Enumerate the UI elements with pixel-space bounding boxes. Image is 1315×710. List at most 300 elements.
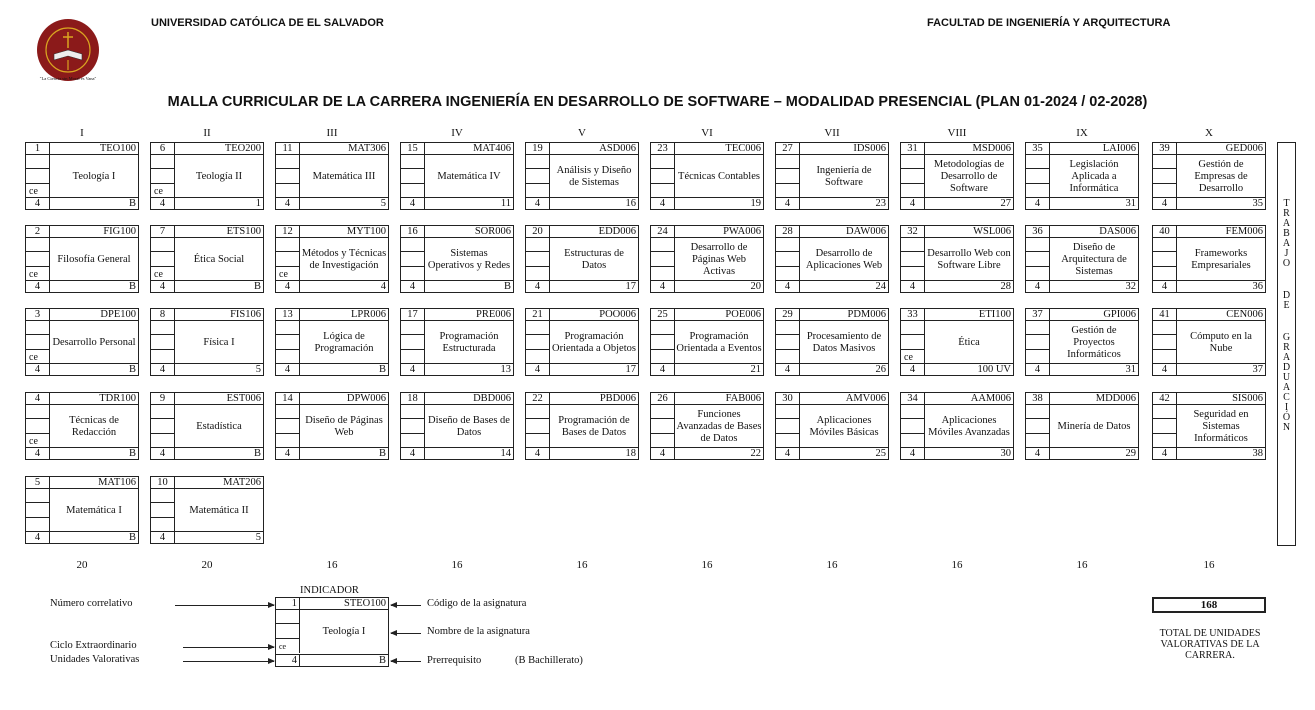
course-number: 3 [26,309,50,321]
course-code: DAW006 [800,226,888,238]
slot [526,335,550,349]
slot [1026,169,1050,183]
slot [776,335,800,349]
course-uv: 4 [651,447,675,459]
course-uv: 4 [151,531,175,543]
course-box [900,308,1014,376]
course-code: DPE100 [50,309,138,321]
course-box [150,308,264,376]
course-code: IDS006 [800,143,888,155]
slot [1153,155,1177,169]
course-prerequisite: B [300,363,388,375]
university-logo [36,18,100,82]
course-uv: 4 [526,447,550,459]
slot [651,238,675,252]
course-prerequisite: 5 [175,531,263,543]
course-prerequisite: 11 [425,197,513,209]
course-prerequisite: 36 [1177,280,1265,292]
course-number: 26 [651,393,675,405]
course-prerequisite: 28 [925,280,1013,292]
slot [151,155,175,169]
course-uv: 4 [901,197,925,209]
course-code: ASD006 [550,143,638,155]
course-prerequisite: 37 [1177,363,1265,375]
course-prerequisite: 13 [425,363,513,375]
course-prerequisite: B [50,363,138,375]
course-number: 9 [151,393,175,405]
course-code: EDD006 [550,226,638,238]
semester-uv-total: 16 [826,559,838,571]
course-number: 24 [651,226,675,238]
course-number: 36 [1026,226,1050,238]
course-box [275,142,389,210]
course-code: CEN006 [1177,309,1265,321]
extraordinary-cycle: ce [151,184,175,198]
course-number: 18 [401,393,425,405]
course-name: Técnicas Contables [678,170,760,182]
course-number: 35 [1026,143,1050,155]
semester-uv-total: 16 [576,559,588,571]
course-code: FEM006 [1177,226,1265,238]
course-number: 1 [26,143,50,155]
course-name: Seguridad en Sistemas Informáticos [1193,408,1249,444]
course-number: 30 [776,393,800,405]
semester-uv-total: 16 [1076,559,1088,571]
slot [1026,252,1050,266]
course-uv: 4 [651,280,675,292]
slot [401,419,425,433]
course-uv: 4 [26,447,50,459]
course-uv: 4 [901,447,925,459]
course-prerequisite: B [425,280,513,292]
extraordinary-cycle [1153,267,1177,281]
course-code: PBD006 [550,393,638,405]
course-name: Ética Social [193,253,245,265]
slot [151,238,175,252]
legend-name-label: Nombre de la asignatura [427,626,530,637]
extraordinary-cycle [276,350,300,364]
extraordinary-cycle [526,267,550,281]
course-box [650,308,764,376]
course-prerequisite: 32 [1050,280,1138,292]
extraordinary-cycle [651,350,675,364]
course-uv: 4 [526,197,550,209]
slot [526,321,550,335]
sample-code: STEO100 [300,598,388,610]
slot [901,252,925,266]
course-code: ETS100 [175,226,263,238]
course-box [525,142,639,210]
course-name: Gestión de Empresas de Desarrollo [1194,158,1248,194]
slot [776,238,800,252]
course-uv: 4 [26,363,50,375]
course-prerequisite: 30 [925,447,1013,459]
course-number: 11 [276,143,300,155]
arrow-icon [391,661,421,662]
slot [526,238,550,252]
extraordinary-cycle [776,350,800,364]
semester-label: X [1205,127,1213,139]
course-name: Diseño de Páginas Web [305,414,383,438]
course-name: Frameworks Empresariales [1191,247,1251,271]
extraordinary-cycle [901,434,925,448]
logo-motto: "La Ciencia sin Moral es Vana" [39,76,97,81]
extraordinary-cycle: ce [26,184,50,198]
slot [776,155,800,169]
course-code: GED006 [1177,143,1265,155]
course-uv: 4 [276,280,300,292]
course-box [25,225,139,293]
slot [901,321,925,335]
semester-uv-total: 16 [326,559,338,571]
course-prerequisite: B [50,197,138,209]
course-uv: 4 [1153,363,1177,375]
course-name: Programación Estructurada [439,330,499,354]
slot [151,169,175,183]
semester-label: III [326,127,338,139]
slot [901,419,925,433]
course-box [650,392,764,460]
course-uv: 4 [901,363,925,375]
course-name: Cómputo en la Nube [1190,330,1252,354]
course-code: MSD006 [925,143,1013,155]
extraordinary-cycle [776,267,800,281]
course-name: Desarrollo Web con Software Libre [927,247,1011,271]
course-box [1025,142,1139,210]
extraordinary-cycle [651,434,675,448]
course-prerequisite: 14 [425,447,513,459]
course-prerequisite: 100 UV [925,363,1013,375]
course-number: 14 [276,393,300,405]
course-uv: 4 [26,531,50,543]
extraordinary-cycle [151,518,175,532]
extraordinary-cycle [901,267,925,281]
course-box [900,392,1014,460]
course-code: FIG100 [50,226,138,238]
course-uv: 4 [151,363,175,375]
course-name: Ingeniería de Software [816,164,872,188]
course-uv: 4 [1026,363,1050,375]
extraordinary-cycle [1153,184,1177,198]
semester-uv-total: 16 [701,559,713,571]
course-name: Matemática I [66,504,122,516]
slot [1153,252,1177,266]
slot [276,335,300,349]
course-box [25,392,139,460]
slot [276,252,300,266]
course-uv: 4 [26,280,50,292]
course-code: LAI006 [1050,143,1138,155]
course-code: AAM006 [925,393,1013,405]
course-prerequisite: B [50,447,138,459]
course-name: Aplicaciones Móviles Básicas [809,414,879,438]
course-box [775,142,889,210]
course-code: DPW006 [300,393,388,405]
slot [776,321,800,335]
course-box [775,308,889,376]
slot [26,405,50,419]
course-code: TEO100 [50,143,138,155]
course-uv: 4 [1153,280,1177,292]
slot [776,419,800,433]
course-name: Minería de Datos [1057,420,1131,432]
slot [1026,405,1050,419]
course-number: 41 [1153,309,1177,321]
arrow-icon [391,633,421,634]
course-name: Técnicas de Redacción [69,414,119,438]
slot [276,405,300,419]
course-code: MYT100 [300,226,388,238]
slot [276,155,300,169]
course-prerequisite: 21 [675,363,763,375]
course-prerequisite: 17 [550,280,638,292]
course-number: 42 [1153,393,1177,405]
slot [401,155,425,169]
slot [276,624,300,638]
course-code: LPR006 [300,309,388,321]
course-name: Funciones Avanzadas de Bases de Datos [676,408,762,444]
extraordinary-cycle [276,434,300,448]
course-number: 12 [276,226,300,238]
course-number: 33 [901,309,925,321]
course-name: Teología I [72,170,116,182]
slot [151,419,175,433]
course-box [150,476,264,544]
semester-uv-total: 20 [76,559,88,571]
extraordinary-cycle: ce [901,350,925,364]
course-box [25,308,139,376]
course-uv: 4 [401,363,425,375]
course-code: MAT206 [175,477,263,489]
extraordinary-cycle [401,350,425,364]
slot [151,335,175,349]
course-name: Lógica de Programación [314,330,374,354]
semester-label: I [80,127,84,139]
course-code: SIS006 [1177,393,1265,405]
course-number: 15 [401,143,425,155]
course-name: Diseño de Bases de Datos [428,414,510,438]
course-uv: 4 [1153,197,1177,209]
slot [901,169,925,183]
semester-label: II [203,127,211,139]
course-number: 10 [151,477,175,489]
course-uv: 4 [1026,197,1050,209]
slot [651,405,675,419]
course-prerequisite: 25 [800,447,888,459]
extraordinary-cycle [651,267,675,281]
arrow-icon [183,661,274,662]
extraordinary-cycle [526,350,550,364]
semester-label: VI [701,127,713,139]
slot [401,335,425,349]
course-code: WSL006 [925,226,1013,238]
course-box [525,308,639,376]
course-name: Programación Orientada a Eventos [676,330,762,354]
course-box [150,142,264,210]
slot [26,419,50,433]
course-number: 17 [401,309,425,321]
extraordinary-cycle: ce [26,434,50,448]
course-number: 4 [26,393,50,405]
extraordinary-cycle [1026,350,1050,364]
extraordinary-cycle [151,350,175,364]
slot [26,335,50,349]
course-box [1152,225,1266,293]
course-number: 7 [151,226,175,238]
course-code: DAS006 [1050,226,1138,238]
slot [151,321,175,335]
course-box [775,225,889,293]
extraordinary-cycle [401,434,425,448]
slot [26,321,50,335]
course-box [275,225,389,293]
course-box [150,225,264,293]
course-uv: 4 [401,447,425,459]
slot [1153,335,1177,349]
course-box [525,225,639,293]
course-number: 27 [776,143,800,155]
course-uv: 4 [776,447,800,459]
slot [151,489,175,503]
course-name: Programación de Bases de Datos [558,414,630,438]
semester-label: IV [451,127,463,139]
course-uv: 4 [151,280,175,292]
course-code: MDD006 [1050,393,1138,405]
course-prerequisite: 5 [300,197,388,209]
slot [401,169,425,183]
legend-pre-note: (B Bachillerato) [515,655,583,666]
extraordinary-cycle [401,267,425,281]
total-uv-label: TOTAL DE UNIDADES VALORATIVAS DE LA CARRERA. [1159,628,1261,661]
course-uv: 4 [776,197,800,209]
slot [901,335,925,349]
slot [651,169,675,183]
extraordinary-cycle [26,518,50,532]
course-number: 38 [1026,393,1050,405]
course-name: Filosofía General [57,253,131,265]
course-box [275,308,389,376]
course-uv: 4 [276,447,300,459]
course-uv: 4 [651,363,675,375]
graduation-work-column: T R A B A J O D E G R A D U A C I Ó N [1277,142,1296,546]
course-prerequisite: 24 [800,280,888,292]
course-name: Desarrollo Personal [52,336,136,348]
course-prerequisite: B [300,447,388,459]
slot [26,169,50,183]
course-box [1025,225,1139,293]
slot [276,321,300,335]
course-name: Desarrollo de Aplicaciones Web [805,247,883,271]
course-uv: 4 [776,280,800,292]
course-name: Legislación Aplicada a Informática [1069,158,1119,194]
course-prerequisite: 4 [300,280,388,292]
course-number: 22 [526,393,550,405]
course-name: Sistemas Operativos y Redes [427,247,511,271]
semester-uv-total: 16 [951,559,963,571]
slot [1153,169,1177,183]
course-number: 31 [901,143,925,155]
course-name: Teología II [195,170,243,182]
course-number: 34 [901,393,925,405]
course-code: POE006 [675,309,763,321]
course-name: Estructuras de Datos [564,247,624,271]
course-code: TDR100 [50,393,138,405]
legend-uv-label: Unidades Valorativas [50,654,140,665]
course-prerequisite: 35 [1177,197,1265,209]
course-box [150,392,264,460]
extraordinary-cycle [776,184,800,198]
course-prerequisite: 18 [550,447,638,459]
course-number: 25 [651,309,675,321]
course-number: 20 [526,226,550,238]
course-prerequisite: 22 [675,447,763,459]
course-name: Gestión de Proyectos Informáticos [1067,324,1121,360]
slot [151,503,175,517]
slot [526,419,550,433]
extraordinary-cycle [151,434,175,448]
extraordinary-cycle: ce [276,267,300,281]
slot [1026,321,1050,335]
course-prerequisite: 5 [175,363,263,375]
slot [901,405,925,419]
slot [651,155,675,169]
course-uv: 4 [526,363,550,375]
course-name: Análisis y Diseño de Sistemas [556,164,632,188]
semester-uv-total: 16 [1203,559,1215,571]
course-prerequisite: 16 [550,197,638,209]
slot [276,610,300,624]
slot [26,252,50,266]
course-box [525,392,639,460]
course-name: Ética [958,336,980,348]
course-box [1152,308,1266,376]
course-code: AMV006 [800,393,888,405]
extraordinary-cycle [1026,184,1050,198]
slot [401,321,425,335]
course-name: Matemática IV [437,170,501,182]
course-prerequisite: B [50,280,138,292]
semester-label: VIII [947,127,967,139]
extraordinary-cycle [901,184,925,198]
slot [526,252,550,266]
course-number: 39 [1153,143,1177,155]
slot [526,169,550,183]
course-number: 21 [526,309,550,321]
course-uv: 4 [651,197,675,209]
course-code: DBD006 [425,393,513,405]
course-number: 6 [151,143,175,155]
slot [1026,238,1050,252]
course-code: MAT106 [50,477,138,489]
course-code: TEC006 [675,143,763,155]
semester-label: IX [1076,127,1088,139]
course-box [1152,142,1266,210]
slot [1026,155,1050,169]
course-name: Programación Orientada a Objetos [552,330,636,354]
course-box [1025,308,1139,376]
course-number: 8 [151,309,175,321]
course-prerequisite: 20 [675,280,763,292]
sample-uv: 4 [276,654,300,666]
course-code: PDM006 [800,309,888,321]
course-code: MAT306 [300,143,388,155]
course-name: Matemática III [312,170,376,182]
legend-code-label: Código de la asignatura [427,598,527,609]
course-code: TEO200 [175,143,263,155]
course-code: EST006 [175,393,263,405]
slot [651,321,675,335]
extraordinary-cycle [1153,350,1177,364]
